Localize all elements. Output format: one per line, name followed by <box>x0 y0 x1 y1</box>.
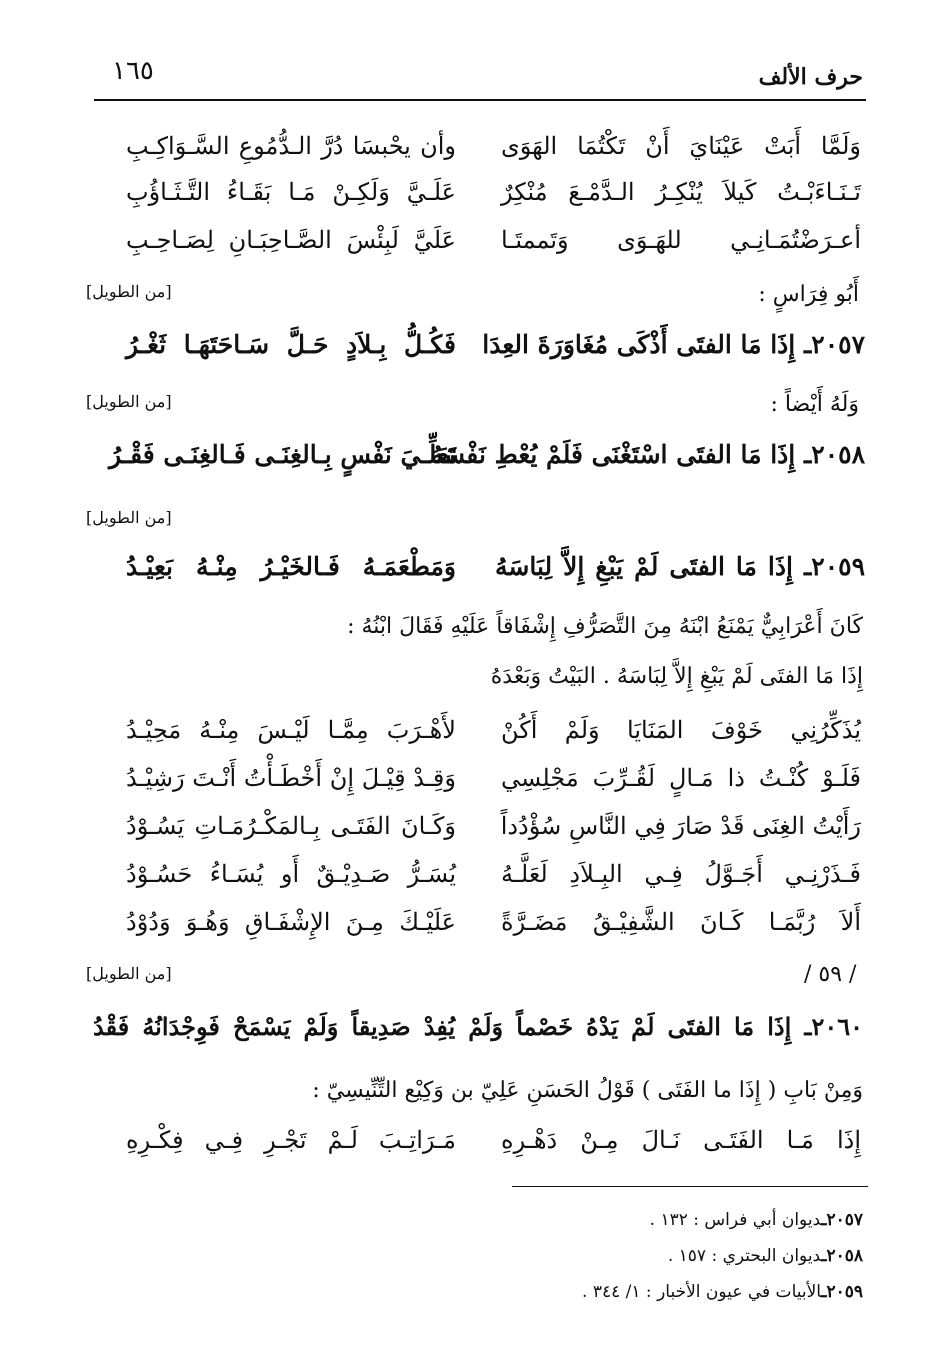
verse-line <box>0 812 941 856</box>
verse-second-hemistich: عَلَيْـكَ مِـنَ الإِشْفَـاقِ وَهُـوَ وَدُوْدُ <box>126 908 456 936</box>
verse-first-hemistich: ٢٠٥٩ـ إِذَا مَا الفتَى لَمْ يَبْغِ إِلاَّ لِبَاسَهُ <box>495 552 865 581</box>
verse-first-hemistich: أَلاَ رُبَّمَـا كَـانَ الشَّفِيْـقُ مَضَـرَّةً <box>501 908 861 936</box>
verse-2060: ٢٠٦٠ـ إِذَا مَا الفتَى لَمْ يَدْهُ خَصْماً وَلَمْ يُفِدْ صَدِيقاً وَلَمْ يَسْمَحْ فَوِجْدَانُهُ فَقْدُ <box>93 1012 863 1041</box>
page-number: ١٦٥ <box>112 56 154 86</box>
verse-line <box>0 860 941 904</box>
prose-line: كَانَ أَعْرَابِيٌّ يَمْنَعُ ابْنَهُ مِنَ التَّصَرُّفِ إِشْفَاقاً عَلَيْهِ فَقَالَ ابْنُهُ : <box>347 614 863 639</box>
verse-first-hemistich: ٢٠٥٧ـ إِذَا مَا الفتَى أَذْكَى مُغَاوَرَةَ العِدَا <box>482 330 865 359</box>
verse-first-hemistich: إِذَا مَـا الفَتَـى نَـالَ مِـنْ دَهْـرِهِ <box>501 1126 861 1154</box>
manuscript-folio-mark: / ٥٩ / <box>804 962 857 987</box>
verse-first-hemistich: ٢٠٥٨ـ إِذَا مَا الفتَى اسْتَغْنَى فَلَمْ يُعْطِ نَفْسَهُ <box>430 440 865 469</box>
verse-first-hemistich: فَلَـوْ كُنْـتُ ذا مَـالٍ لَقُـرِّبَ مَجْلِسِي <box>501 764 861 792</box>
verse-second-hemistich: عَلَيَّ لَبِئْسَ الصَّـاحِبَـانِ لِصَـاحِـبِ <box>126 226 456 254</box>
verse-line <box>0 132 941 176</box>
verse-line <box>0 716 941 760</box>
verse-line <box>0 1126 941 1170</box>
footnote-number: ٢٠٥٩ـ <box>821 1282 863 1302</box>
meter-label: [من الطويل] <box>86 508 172 527</box>
verse-first-hemistich: فَـذَرْنِـي أَجَـوَّلُ فِـي البِـلاَدِ لَعَلَّـهُ <box>501 860 861 888</box>
meter-label: [من الطويل] <box>86 392 172 411</box>
verse-second-hemistich: وَمَطْعَمَـهُ فَـالخَيْـرُ مِنْـهُ بَعِيْـدُ <box>126 552 456 581</box>
verse-first-hemistich: يُذَكِّرُنِي خَوْفَ المَنَايَا وَلَمْ أَكُنْ <box>501 716 861 744</box>
verse-line <box>0 178 941 222</box>
footnote-text: ديوان أبي فراس : ١٣٢ . <box>649 1210 822 1230</box>
footnote-number: ٢٠٥٨ـ <box>821 1246 863 1266</box>
verse-second-hemistich: يُسَـرُّ صَـدِيْـقٌ أَو يُسَـاءُ حَسُـوْدُ <box>126 860 456 888</box>
verse-second-hemistich: فَكُـلُّ بِـلاَدٍ حَـلَّ سَـاحَتَهَـا ثَغْـرُ <box>126 330 456 359</box>
footnote-text: الأبيات في عيون الأخبار : ١/ ٣٤٤ . <box>582 1282 822 1302</box>
verse-first-hemistich: وَلَمَّا أَبَتْ عَيْنَايَ أَنْ تَكْتُمَا الهَوَى <box>501 132 861 160</box>
verse-first-hemistich: رَأَيْتُ الغِنَى قَدْ صَارَ فِي النَّاسِ سُؤْدُداً <box>500 812 861 840</box>
verse-first-hemistich: تَـنَـاءَبْـتُ كَيلاَ يُنْكِـرُ الـدَّمْـعَ مُنْكِرٌ <box>501 178 861 206</box>
verse-line <box>0 226 941 270</box>
verse-second-hemistich: تَعَلِّـيَ نَفْسٍ بِـالغِنَـى فَـالغِنَـى فَقْـرُ <box>108 440 456 469</box>
verse-line <box>0 764 941 808</box>
poet-attribution: وَلَهُ أَيْضاً : <box>770 392 859 417</box>
footnote-text: ديوان البحتري : ١٥٧ . <box>667 1246 822 1266</box>
footnote <box>668 1246 863 1266</box>
verse-second-hemistich: وَقِـدْ قِيْـلَ إِنْ أَخْطَـأْتُ أَنْـتَ رَشِيْـدُ <box>126 764 456 792</box>
meter-label: [من الطويل] <box>86 964 172 983</box>
verse-2057 <box>0 330 941 374</box>
verse-second-hemistich: لأَهْـرَبَ مِمَّـا لَيْـسَ مِنْـهُ مَحِيْـدُ <box>126 716 456 744</box>
meter-label: [من الطويل] <box>86 282 172 301</box>
verse-second-hemistich: عَلَـيَّ وَلَكِـنْ مَـا بَقَـاءُ التَّـثَـاؤُبِ <box>126 178 456 206</box>
prose-line: وَمِنْ بَابِ ( إِذَا ما الفَتَى ) قَوْلُ الحَسَنِ عَلِيّ بن وَكِيْع التِّنِّيسِيّ : <box>312 1078 863 1103</box>
header-divider <box>94 99 866 101</box>
footnote <box>582 1282 863 1302</box>
verse-second-hemistich: وَكَـانَ الفَتَـى بِـالمَكْـرُمَـاتِ يَسُـوْدُ <box>126 812 456 840</box>
verse-first-hemistich: أعـرَضْتُمَـانِـي للهَـوَى وَتَممتَـا <box>501 226 861 254</box>
footnote-number: ٢٠٥٧ـ <box>821 1210 863 1230</box>
verse-line <box>0 908 941 952</box>
footnote-divider <box>512 1186 868 1187</box>
chapter-title: حرف الألف <box>758 64 863 90</box>
verse-2059 <box>0 552 941 596</box>
verse-second-hemistich: مَـرَاتِـبَ لَـمْ تَجْـرِ فِـي فِكْـرِهِ <box>126 1126 456 1154</box>
verse-second-hemistich: وأن يحْبسَا دُرَّ الـدُّمُوعِ السَّـوَاكِـبِ <box>126 132 456 160</box>
poet-attribution: أَبُو فِرَاسٍ : <box>758 282 859 307</box>
prose-line: إِذَا مَا الفتَى لَمْ يَبْغِ إِلاَّ لِبَاسَهُ . البَيْتُ وَبَعْدَهُ <box>490 664 863 689</box>
footnote <box>650 1210 863 1230</box>
verse-2058 <box>0 440 941 484</box>
